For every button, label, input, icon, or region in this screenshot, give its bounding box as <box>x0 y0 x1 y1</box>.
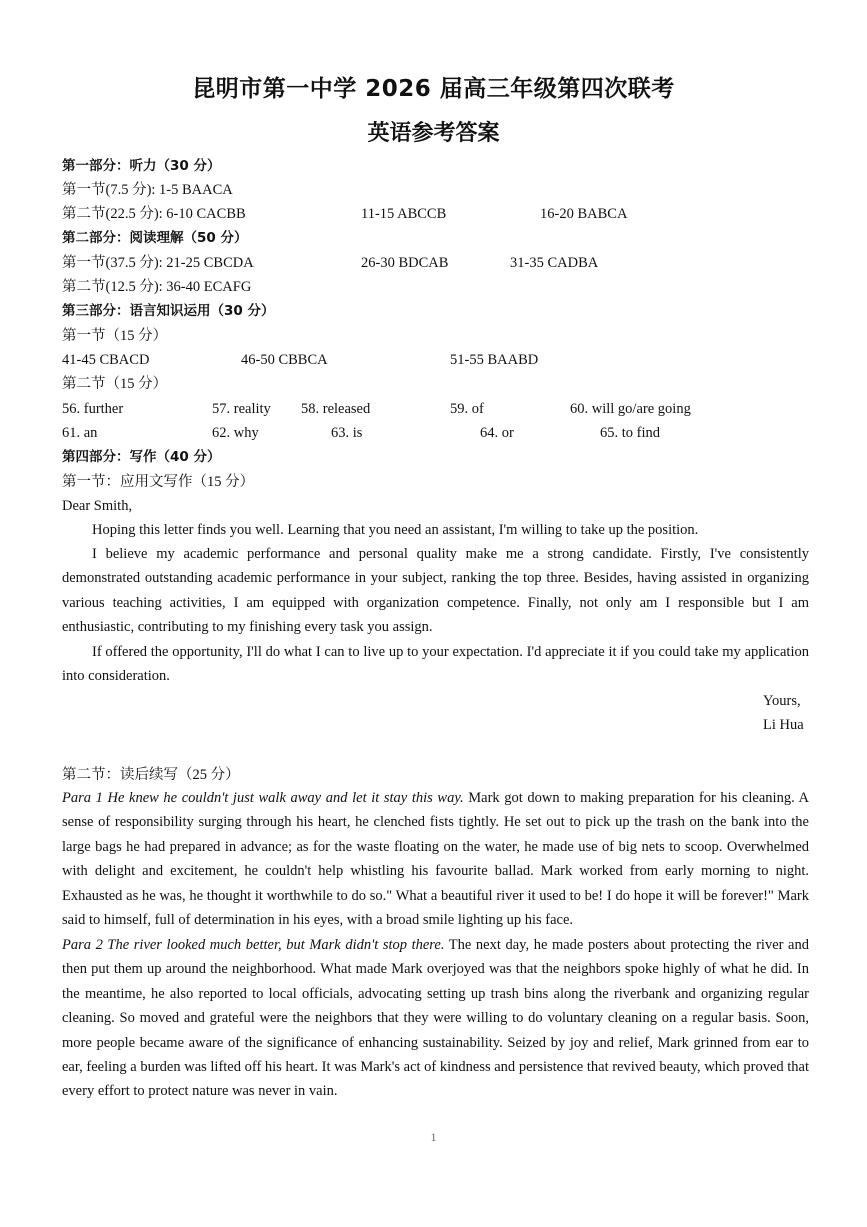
part3-sec1-col1: 41-45 CBACD <box>62 352 150 368</box>
part2-sec1-label: 第一节(37.5 分): 21-25 CBCDA <box>62 255 254 271</box>
answer-61: 61. an <box>62 425 98 441</box>
part3-sec1-label: 第一节（15 分） <box>62 328 168 344</box>
letter-paragraph-1: Hoping this letter finds you well. Learning that you need an assistant, I'm willing to take up the position. <box>92 522 699 538</box>
page-subtitle: 英语参考答案 <box>367 121 500 146</box>
part3-sec1-col2: 46-50 CBBCA <box>241 352 328 368</box>
part1-heading: 第一部分：听力（30 分） <box>62 158 221 174</box>
answer-57: 57. reality <box>212 401 271 417</box>
part4-sec2-label: 第二节：读后续写（25 分） <box>62 767 240 783</box>
part4-heading: 第四部分：写作（40 分） <box>62 449 221 465</box>
part2-sec2: 第二节(12.5 分): 36-40 ECAFG <box>62 279 252 295</box>
answer-64: 64. or <box>480 425 514 441</box>
para2-lead: Para 2 The river looked much better, but Mark didn't stop there. <box>62 937 445 953</box>
answer-62: 62. why <box>212 425 259 441</box>
letter-signature: Li Hua <box>763 717 804 733</box>
answer-63: 63. is <box>331 425 363 441</box>
letter-paragraph-3: If offered the opportunity, I'll do what I can to live up to your expectation. I'd appreciate it if you could take my application into consideration. <box>62 644 809 685</box>
part3-sec2-label: 第二节（15 分） <box>62 376 168 392</box>
page-title: 昆明市第一中学 2026 届高三年级第四次联考 <box>192 76 675 102</box>
continuation-para-1 <box>62 786 809 932</box>
part2-heading: 第二部分：阅读理解（50 分） <box>62 230 248 246</box>
para1-lead: Para 1 He knew he couldn't just walk away and let it stay this way. <box>62 790 464 806</box>
letter-closing: Yours, <box>763 693 801 709</box>
para2-body: The next day, he made posters about protecting the river and then put them up around the neighborhood. What made Mark overjoyed was that the neighbors spoke highly of what he did. In the meantime, he also reported to local officials, advocating setting up trash bins along the riverbank and organizing regular cleaning. So moved and grateful were the neighbors that they were willing to do voluntary cleaning on a regular basis. Soon, more people became aware of the significance of enhancing sustainability. Seized by joy and relief, Mark grinned from ear to ear, feeling a burden was lifted off his heart. It was Mark's act of kindness and persistence that revived beauty, which proved that every effort to protect nature was never in vain. <box>62 937 809 1100</box>
answer-60: 60. will go/are going <box>570 401 691 417</box>
page-number: 1 <box>430 1130 437 1144</box>
answer-59: 59. of <box>450 401 484 417</box>
part1-sec2-label: 第二节(22.5 分): 6-10 CACBB <box>62 206 246 222</box>
part2-sec1-col2: 26-30 BDCAB <box>361 255 449 271</box>
part3-sec1-col3: 51-55 BAABD <box>450 352 539 368</box>
answer-58: 58. released <box>301 401 371 417</box>
letter-paragraph-2: I believe my academic performance and personal quality make me a strong candidate. Firstly, I've consistently demonstrated outstanding academic performance in your subject, ranking the top three. Besides, having assisted in organizing various teaching activities, I am equipped with organization competence. Finally, not only am I responsible but I am enthusiastic, contributing to my finishing every task you assign. <box>62 546 809 636</box>
part1-sec2-col3: 16-20 BABCA <box>540 206 628 222</box>
part3-heading: 第三部分：语言知识运用（30 分） <box>62 303 275 319</box>
answer-56: 56. further <box>62 401 124 417</box>
part1-sec2-col2: 11-15 ABCCB <box>361 206 447 222</box>
part1-sec1: 第一节(7.5 分): 1-5 BAACA <box>62 182 233 198</box>
part4-sec1-label: 第一节：应用文写作（15 分） <box>62 474 255 490</box>
para1-body: Mark got down to making preparation for his cleaning. A sense of responsibility surging through his heart, he clenched fists tightly. He set out to pick up the trash on the bank into the large bags he had prepared in advance; as for the waste floating on the water, he made use of big nets to scoop. Overwhelmed with delight and excitement, he couldn't help whistling his favourite ballad. Mark worked from early morning to night. Exhausted as he was, he thought it worthwhile to do so." What a beautiful river it used to be! I do hope it will be forever!" Mark said to himself, full of determination in his eyes, with a broad smile lighting up his face. <box>62 790 809 929</box>
continuation-para-2 <box>62 933 809 1104</box>
letter-salutation: Dear Smith, <box>62 498 133 514</box>
answer-65: 65. to find <box>600 425 661 441</box>
part2-sec1-col3: 31-35 CADBA <box>510 255 599 271</box>
